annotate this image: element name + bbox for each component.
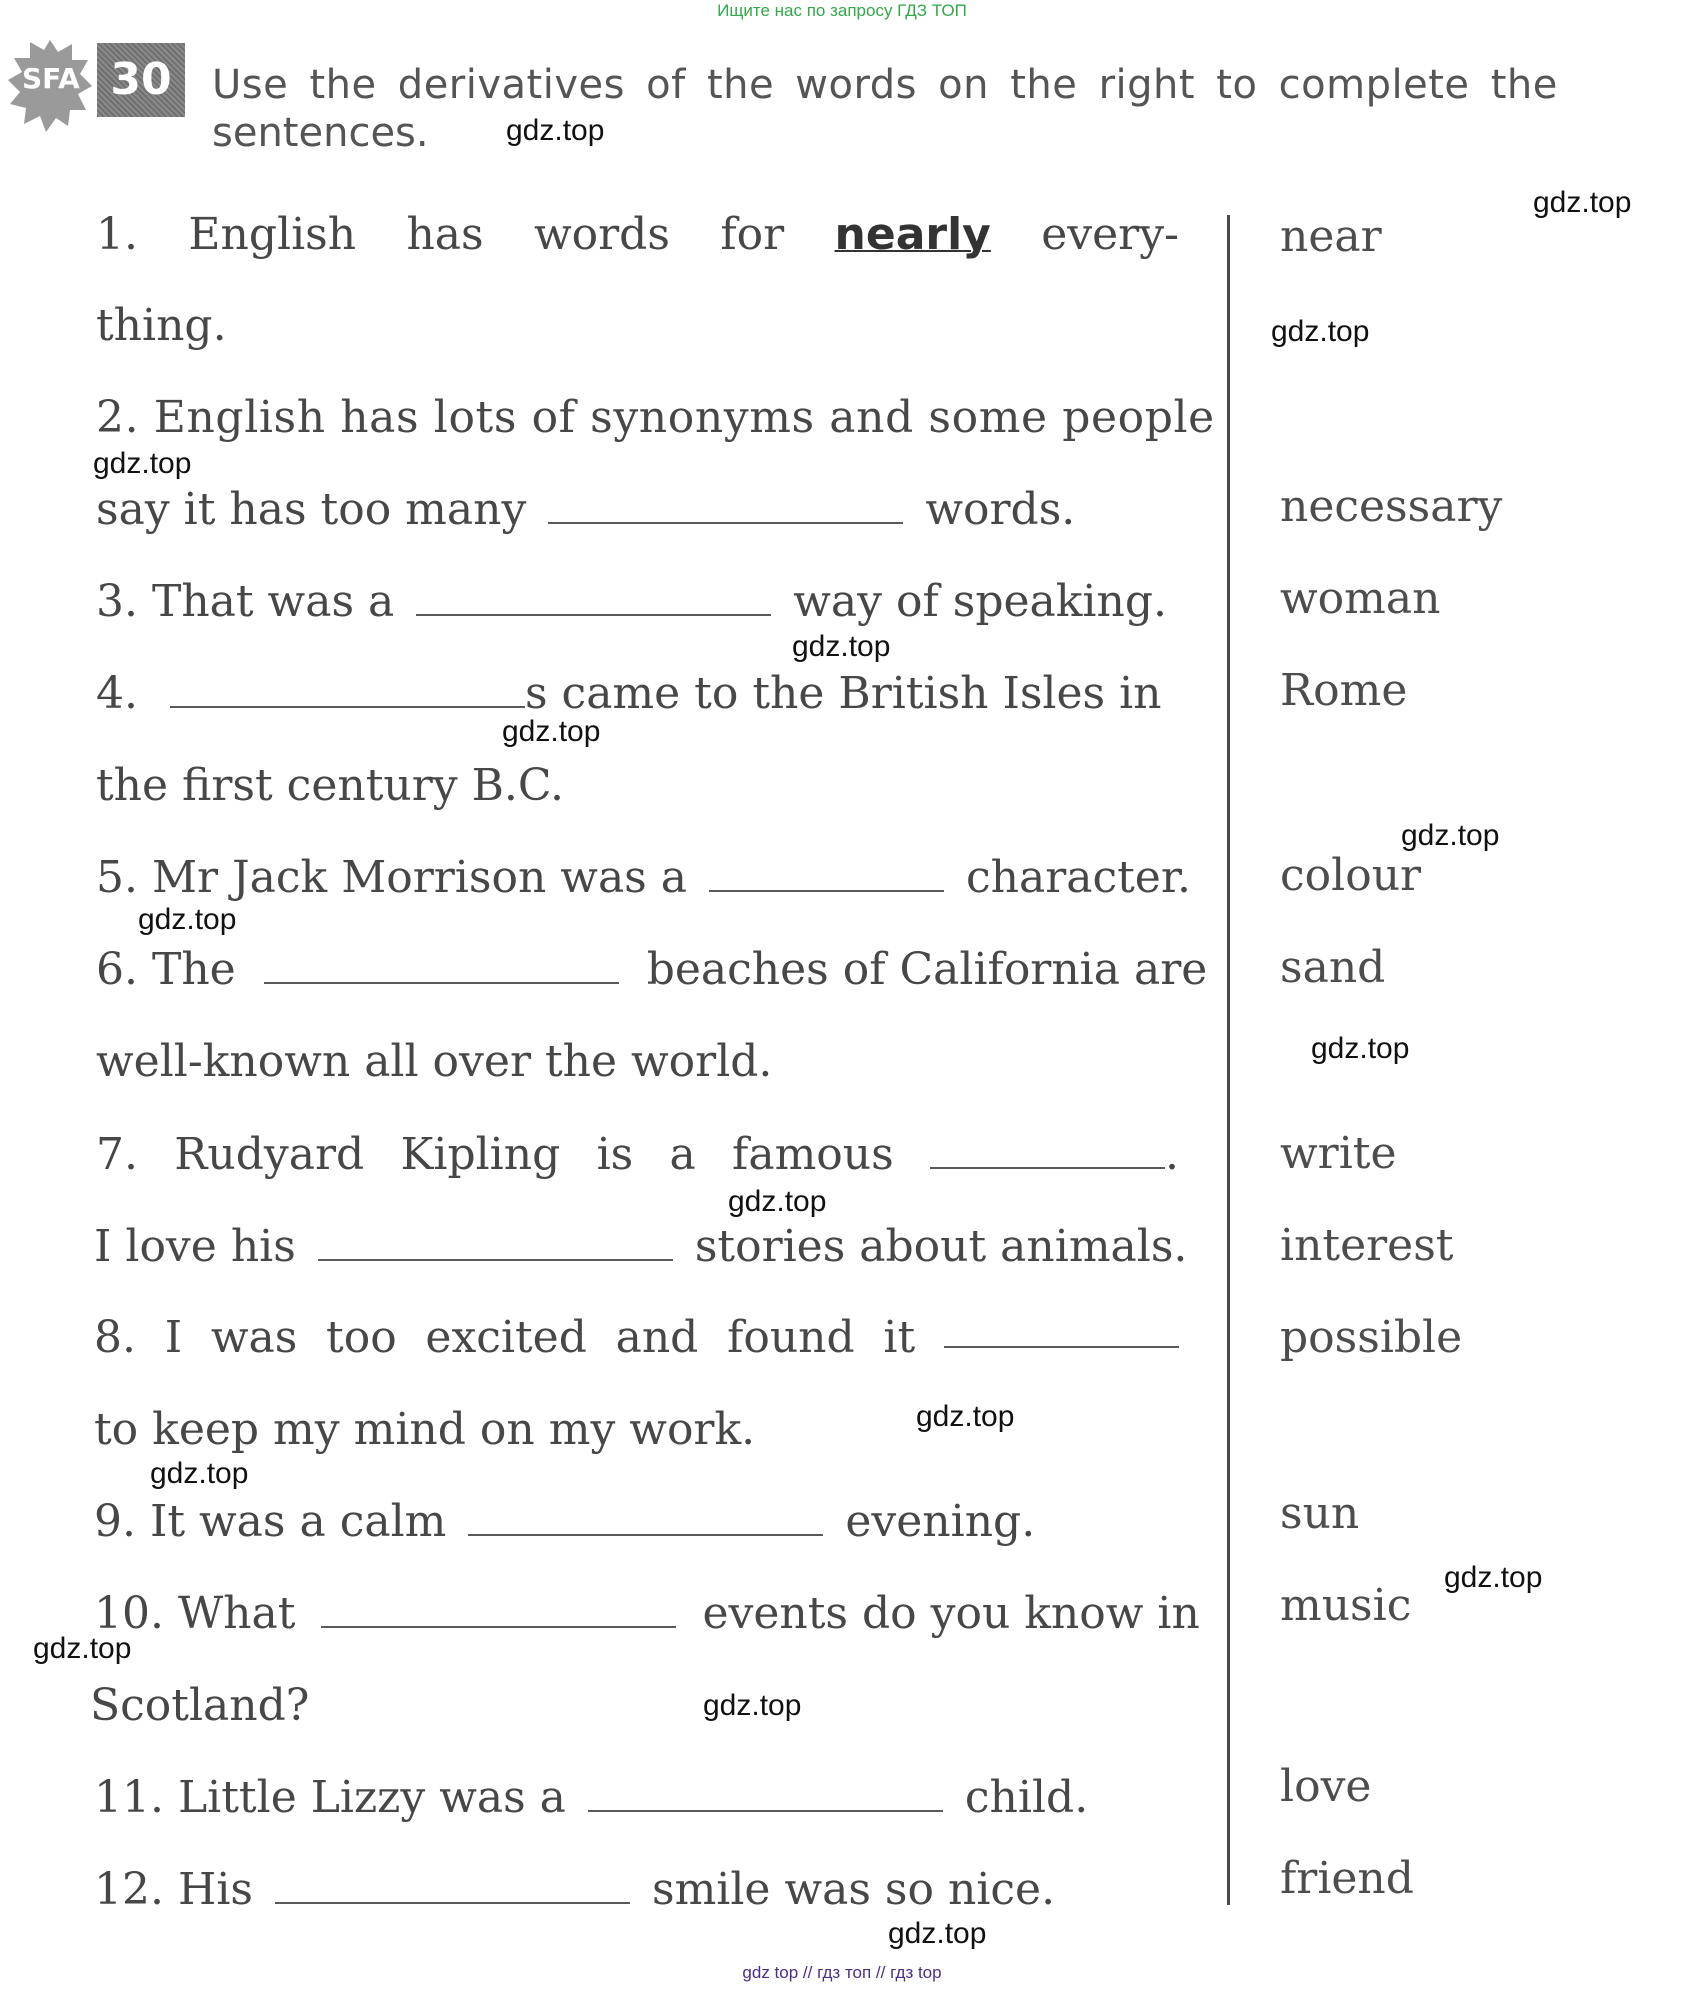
instruction-line-1: Use the derivatives of the words on the right to complete the (212, 62, 1558, 108)
answer-blank[interactable] (930, 1129, 1165, 1169)
word: words (534, 209, 670, 260)
watermark: gdz.top (916, 1400, 1015, 1433)
sentence-7-line-2 (94, 1217, 1187, 1277)
sentence-7 (96, 1125, 1179, 1185)
text: 9. It was a calm (94, 1496, 447, 1547)
sentence-6-cont: well-known all over the world. (96, 1036, 773, 1087)
answer-blank[interactable] (264, 944, 619, 984)
answer-blank[interactable] (548, 484, 903, 524)
word-near: near (1280, 211, 1382, 262)
word-interest: interest (1280, 1220, 1454, 1271)
watermark: gdz.top (93, 447, 192, 480)
sentence-10 (94, 1584, 1200, 1644)
watermark: gdz.top (33, 1632, 132, 1665)
word-love: love (1280, 1761, 1372, 1812)
text: 5. Mr Jack Morrison was a (96, 852, 687, 903)
watermark: gdz.top (728, 1185, 827, 1218)
text: smile was so nice. (651, 1864, 1056, 1915)
watermark: gdz.top (502, 715, 601, 748)
text: character. (965, 852, 1192, 903)
text: 4. (96, 668, 138, 719)
sentence-12 (94, 1860, 1055, 1920)
text: way of speaking. (793, 576, 1167, 627)
sentence-2-line-1: 2. English has lots of synonyms and some people (96, 392, 1215, 443)
watermark: gdz.top (1311, 1032, 1410, 1065)
watermark: gdz.top (703, 1689, 802, 1722)
word-sand: sand (1280, 942, 1386, 993)
answer-blank[interactable] (170, 668, 525, 708)
answer-blank[interactable] (944, 1308, 1179, 1348)
word: found (727, 1312, 855, 1363)
word: I (164, 1312, 183, 1363)
sentence-4-cont: the first century B.C. (96, 760, 564, 811)
watermark: gdz.top (506, 114, 605, 147)
text: 11. Little Lizzy was a (94, 1772, 566, 1823)
sentence-9 (94, 1492, 1035, 1552)
watermark: gdz.top (1533, 186, 1632, 219)
sentence-10-cont: Scotland? (90, 1680, 310, 1731)
watermark: gdz.top (150, 1457, 249, 1490)
answer-blank[interactable] (318, 1221, 673, 1261)
answer-blank[interactable] (468, 1496, 823, 1536)
word: and (615, 1312, 699, 1363)
text: events do you know in (702, 1588, 1200, 1639)
word-necessary: necessary (1280, 481, 1503, 532)
text: 3. That was a (96, 576, 395, 627)
sentence-11 (94, 1768, 1088, 1828)
sentence-number: 8. (94, 1312, 136, 1363)
handwritten-answer: nearly (834, 209, 991, 260)
exercise-number: 30 (97, 43, 185, 117)
punctuation: . (1165, 1129, 1179, 1180)
text: 10. What (94, 1588, 296, 1639)
text: 6. The (96, 944, 236, 995)
word: is (596, 1129, 634, 1180)
answer-blank[interactable] (321, 1588, 676, 1628)
svg-text:SFA: SFA (22, 62, 80, 95)
watermark: gdz.top (1444, 1561, 1543, 1594)
word-music: music (1280, 1580, 1412, 1631)
word-woman: woman (1280, 573, 1441, 624)
text: words. (925, 484, 1076, 535)
word-possible: possible (1280, 1312, 1463, 1363)
word-sun: sun (1280, 1488, 1360, 1539)
instruction-line-2: sentences. (212, 110, 429, 156)
word: English (188, 209, 357, 260)
sfa-badge-icon (8, 38, 92, 134)
word-rome: Rome (1280, 665, 1408, 716)
text: I love his (94, 1221, 296, 1272)
word: famous (732, 1129, 894, 1180)
word: excited (425, 1312, 587, 1363)
word: for (720, 209, 785, 260)
answer-blank[interactable] (275, 1864, 630, 1904)
footer-links[interactable]: gdz top // гдз топ // гдз top (742, 1963, 942, 1982)
text: say it has too many (96, 484, 527, 535)
sentence-1-cont: thing. (96, 300, 227, 351)
sentence-number: 7. (96, 1129, 138, 1180)
word: it (883, 1312, 916, 1363)
watermark: gdz.top (1271, 315, 1370, 348)
sentence-6 (96, 940, 1207, 1000)
sentence-5 (96, 848, 1191, 908)
sentence-1 (96, 205, 1179, 265)
text: beaches of California are (646, 944, 1208, 995)
sentence-number: 1. (96, 209, 138, 260)
word-colour: colour (1280, 850, 1422, 901)
word: Kipling (400, 1129, 561, 1180)
top-banner[interactable]: Ищите нас по запросу ГДЗ ТОП (717, 1, 967, 20)
word: a (669, 1129, 696, 1180)
word: every- (1041, 209, 1179, 260)
watermark: gdz.top (138, 903, 237, 936)
word: has (406, 209, 484, 260)
answer-blank[interactable] (416, 576, 771, 616)
watermark: gdz.top (1401, 819, 1500, 852)
word: was (210, 1312, 298, 1363)
text: stories about animals. (694, 1221, 1188, 1272)
word: Rudyard (174, 1129, 365, 1180)
word-write: write (1280, 1128, 1397, 1179)
sentence-3 (96, 572, 1167, 632)
answer-blank[interactable] (709, 852, 944, 892)
text: 12. His (94, 1864, 253, 1915)
word: too (326, 1312, 397, 1363)
sentence-8-cont: to keep my mind on my work. (94, 1404, 756, 1455)
text: child. (964, 1772, 1089, 1823)
sentence-2-line-2 (96, 480, 1075, 540)
sentence-4 (96, 664, 1162, 724)
text: evening. (845, 1496, 1036, 1547)
watermark: gdz.top (792, 630, 891, 663)
answer-blank[interactable] (588, 1772, 943, 1812)
column-divider (1227, 215, 1230, 1905)
word-friend: friend (1280, 1853, 1414, 1904)
text: s came to the British Isles in (524, 668, 1162, 719)
watermark: gdz.top (888, 1917, 987, 1950)
sentence-8 (94, 1308, 1179, 1368)
